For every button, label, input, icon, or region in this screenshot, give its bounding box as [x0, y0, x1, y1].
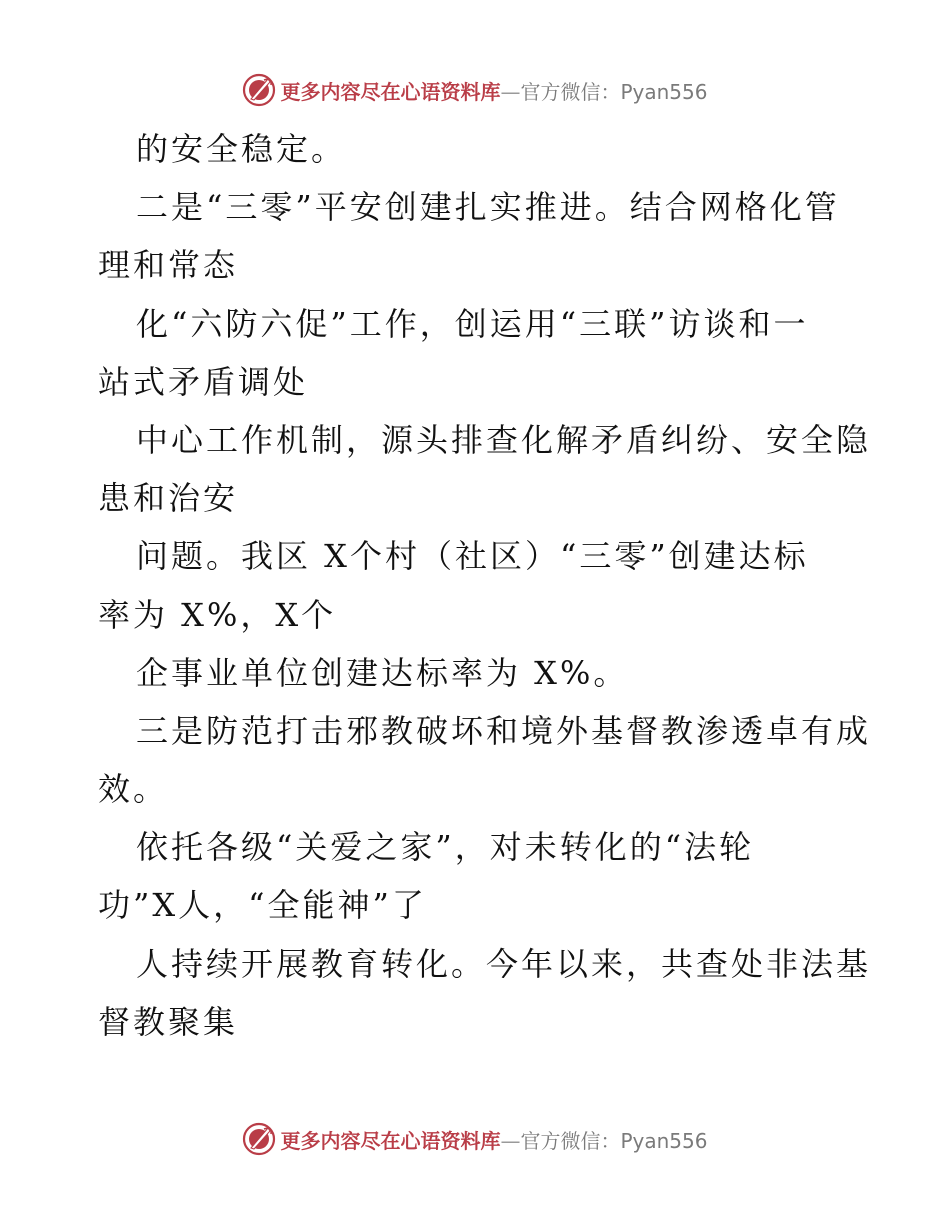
paragraph-line: 患和治安 [98, 479, 239, 518]
paragraph-line: 理和常态 [98, 246, 239, 285]
paragraph-line: 的安全稳定。 [136, 130, 347, 168]
paragraph-line: 三是防范打击邪教破坏和境外基督教渗透卓有成 [136, 711, 872, 750]
paragraph-line: 人持续开展教育转化。今年以来，共查处非法基 [136, 944, 872, 983]
quill-logo-icon [242, 1122, 276, 1156]
paragraph-line: 站式矛盾调处 [98, 362, 309, 401]
document-body [98, 120, 872, 1051]
paragraph-line: 效。 [98, 770, 169, 809]
banner-separator: — [500, 79, 521, 104]
banner-text [280, 1125, 707, 1154]
banner-contact-text: 官方微信：Pyan556 [520, 1128, 708, 1153]
banner-site-text: 更多内容尽在心语资料库 [280, 79, 501, 104]
banner-contact-text: 官方微信：Pyan556 [520, 79, 708, 104]
quill-logo-icon [242, 73, 276, 107]
paragraph-line: 督教聚集 [98, 1002, 239, 1041]
paragraph-line: 问题。我区 X个村（社区）“三零”创建达标 [136, 537, 809, 576]
header-banner [0, 70, 950, 110]
paragraph-line: 依托各级“关爱之家”，对未转化的“法轮 [136, 828, 755, 867]
banner-separator: — [500, 1128, 521, 1153]
paragraph-line: 率为 X%，X个 [98, 595, 337, 634]
banner-text [280, 76, 707, 105]
paragraph-line: 企事业单位创建达标率为 X%。 [136, 653, 629, 692]
paragraph-line: 二是“三零”平安创建扎实推进。结合网格化管 [136, 188, 840, 227]
paragraph-line: 化“六防六促”工作，创运用“三联”访谈和一 [136, 304, 809, 343]
paragraph-line: 中心工作机制，源头排查化解矛盾纠纷、安全隐 [136, 420, 872, 459]
paragraph-line: 功”X人，“全能神”了 [98, 886, 427, 925]
banner-site-text: 更多内容尽在心语资料库 [280, 1128, 501, 1153]
footer-banner [0, 1119, 950, 1159]
